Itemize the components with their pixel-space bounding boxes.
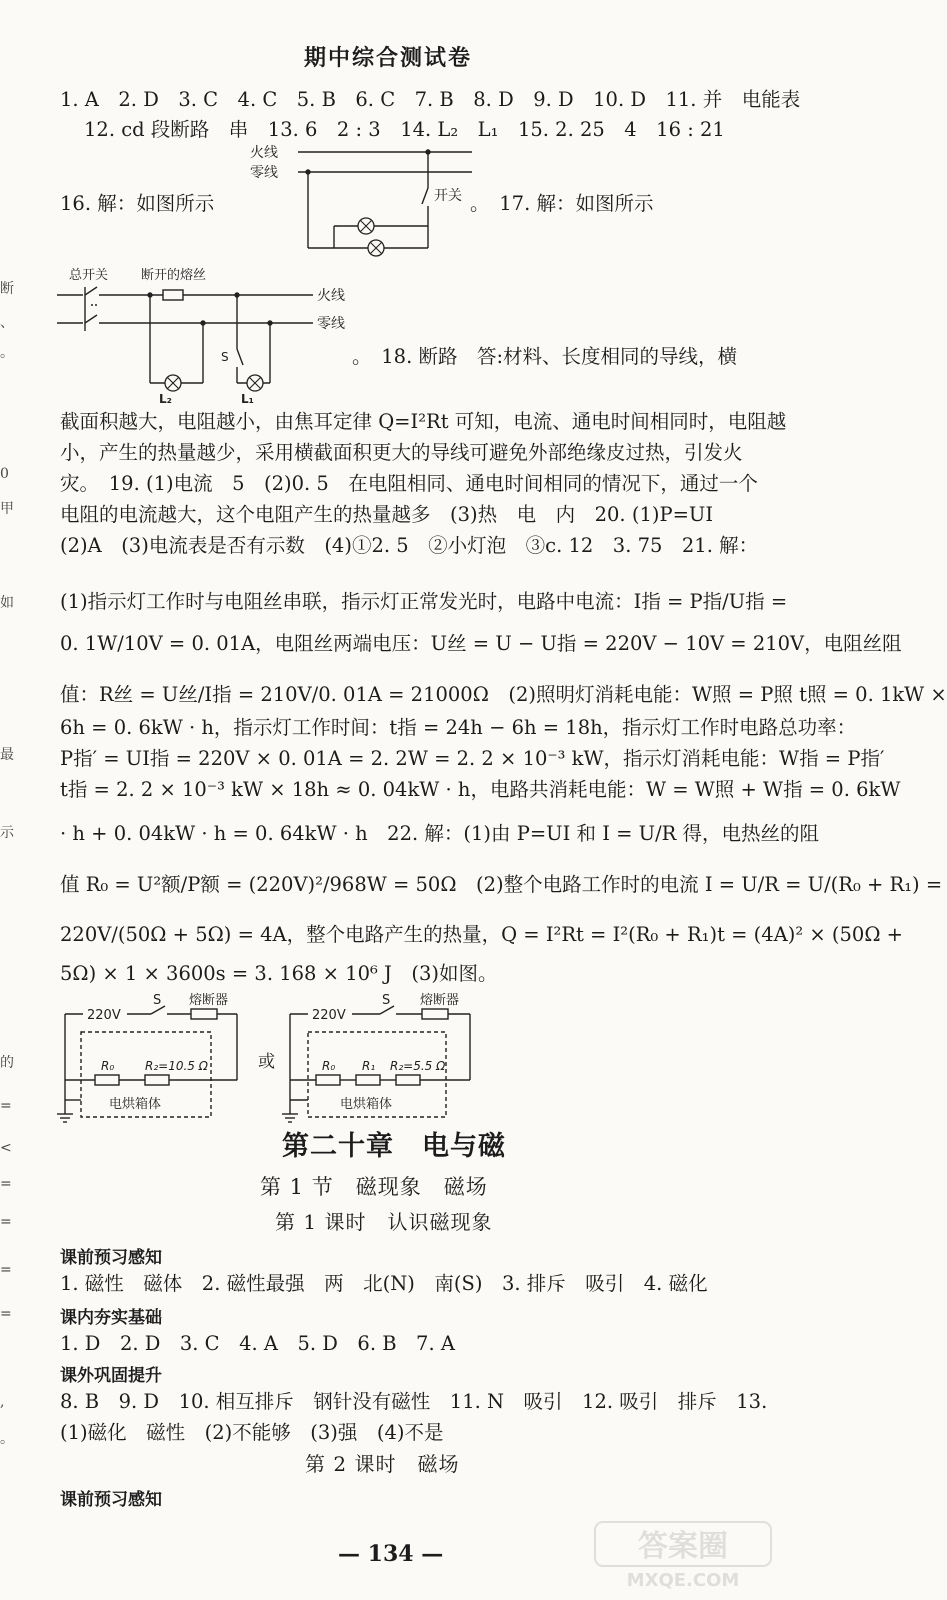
edge-glyph: =	[0, 1262, 12, 1278]
section-heading: 课外巩固提升	[60, 1366, 162, 1386]
section-heading: 课前预习感知	[60, 1248, 162, 1268]
switch-s-label: S	[221, 350, 229, 364]
edge-glyph: 示	[0, 825, 14, 841]
answer-line: 1. A 2. D 3. C 4. C 5. B 6. C 7. B 8. D 9. D 10. D 11. 并 电能表	[60, 88, 801, 111]
svg-text:答案圈: 答案圈	[638, 1529, 728, 1564]
lamp-l1-label: L₁	[241, 392, 254, 406]
r0-label: R₀	[101, 1059, 115, 1073]
answer-line: 1. D 2. D 3. C 4. A 5. D 6. B 7. A	[60, 1332, 455, 1355]
r0-label: R₀	[322, 1059, 336, 1073]
main-switch-label: 总开关	[69, 268, 109, 283]
edge-glyph: 0	[0, 466, 9, 482]
voltage-label: 220V	[312, 1008, 346, 1023]
edge-glyph: =	[0, 1098, 12, 1114]
lesson-title: 第 2 课时 磁场	[305, 1452, 460, 1476]
answer-line: (2)A (3)电流表是否有示数 (4)①2. 5 ②小灯泡 ③c. 12 3. 75 21. 解：	[60, 534, 759, 557]
edge-glyph: 最	[0, 747, 14, 763]
live-wire-label: 火线	[317, 288, 345, 304]
answer-line: 灾。 19. (1)电流 5 (2)0. 5 在电阻相同、通电时间相同的情况下，通过一个	[60, 472, 758, 495]
edge-glyph: 如	[0, 595, 14, 611]
watermark-logo	[593, 1520, 773, 1590]
r2-label: R₂=10.5 Ω	[145, 1059, 208, 1073]
section-title: 第 1 节 磁现象 磁场	[260, 1175, 488, 1199]
section-heading: 课内夯实基础	[60, 1308, 162, 1328]
exam-title: 期中综合测试卷	[304, 45, 473, 71]
r1-label: R₁	[362, 1059, 376, 1073]
answer-line: 值 R₀ = U²额/P额 = (220V)²/968W = 50Ω (2)整个电路工作时的电流 I = U/R = U/(R₀ + R₁) =	[60, 873, 943, 896]
circuit-diagram-22b	[280, 992, 490, 1127]
chapter-title: 第二十章 电与磁	[282, 1131, 506, 1162]
switch-s-label: S	[382, 993, 391, 1008]
edge-glyph: 。	[0, 1431, 14, 1447]
circuit-diagram-17	[55, 265, 355, 405]
answer-line: 12. cd 段断路 串 13. 6 2 : 3 14. L₂ L₁ 15. 2. 25 4 16 : 21	[84, 118, 725, 141]
edge-glyph: ,	[0, 1394, 5, 1410]
oven-box-label: 电烘箱体	[340, 1097, 393, 1112]
edge-glyph: =	[0, 1306, 12, 1322]
switch-label: 开关	[434, 188, 462, 204]
edge-glyph: 的	[0, 1055, 14, 1071]
neutral-wire-label: 零线	[250, 165, 278, 181]
oven-box-label: 电烘箱体	[109, 1097, 162, 1112]
edge-glyph: =	[0, 1176, 12, 1192]
fuse-label: 熔断器	[189, 993, 229, 1008]
section-heading: 课前预习感知	[60, 1490, 162, 1510]
answer-line: 16. 解：如图所示	[60, 192, 215, 215]
fuse-label: 熔断器	[420, 993, 460, 1008]
lamp-l2-label: L₂	[159, 392, 172, 406]
switch-s-label: S	[153, 993, 162, 1008]
answer-line: 8. B 9. D 10. 相互排斥 钢针没有磁性 11. N 吸引 12. 吸引 排斥 13.	[60, 1390, 768, 1413]
blown-fuse-label: 断开的熔丝	[141, 268, 207, 283]
edge-glyph: 、	[0, 315, 14, 331]
answer-line: 值：R丝 = U丝/I指 = 210V/0. 01A = 21000Ω (2)照明灯消耗电能：W照 = P照 t照 = 0. 1kW ×	[60, 683, 947, 706]
answer-line: 电阻的电流越大，这个电阻产生的热量越多 (3)热 电 内 20. (1)P=UI	[60, 503, 714, 526]
answer-line: (1)指示灯工作时与电阻丝串联，指示灯正常发光时，电路中电流：I指 = P指/U指 =	[60, 590, 788, 613]
edge-glyph: 。	[0, 345, 14, 361]
circuit-diagram-16	[250, 140, 480, 265]
answer-line: P指′ = UI指 = 220V × 0. 01A = 2. 2W = 2. 2 × 10⁻³ kW，指示灯消耗电能：W指 = P指′	[60, 747, 885, 770]
answer-line: 。 17. 解：如图所示	[470, 192, 654, 215]
answer-line: (1)磁化 磁性 (2)不能够 (3)强 (4)不是	[60, 1421, 444, 1444]
edge-glyph: <	[0, 1140, 12, 1156]
answer-line: 0. 1W/10V = 0. 01A，电阻丝两端电压：U丝 = U − U指 = 220V − 10V = 210V，电阻丝阻	[60, 632, 902, 655]
page-number: — 134 —	[338, 1541, 444, 1567]
neutral-wire-label: 零线	[317, 316, 345, 332]
live-wire-label: 火线	[250, 145, 278, 161]
svg-text:MXQE.COM: MXQE.COM	[626, 1570, 740, 1591]
answer-line: 6h = 0. 6kW · h，指示灯工作时间：t指 = 24h − 6h = 18h，指示灯工作时电路总功率：	[60, 716, 857, 739]
answer-line: 5Ω) × 1 × 3600s = 3. 168 × 10⁶ J (3)如图。	[60, 962, 498, 985]
circuit-diagram-22a	[55, 992, 255, 1127]
answer-line: · h + 0. 04kW · h = 0. 64kW · h 22. 解：(1)由 P=UI 和 I = U/R 得，电热丝的阻	[60, 822, 820, 845]
voltage-label: 220V	[87, 1008, 121, 1023]
lesson-title: 第 1 课时 认识磁现象	[275, 1210, 493, 1234]
or-label: 或	[258, 1052, 275, 1072]
answer-line: 1. 磁性 磁体 2. 磁性最强 两 北(N) 南(S) 3. 排斥 吸引 4. 磁化	[60, 1272, 708, 1295]
answer-line: 220V/(50Ω + 5Ω) = 4A，整个电路产生的热量，Q = I²Rt = I²(R₀ + R₁)t = (4A)² × (50Ω +	[60, 923, 904, 946]
edge-glyph: 甲	[0, 501, 14, 517]
answer-line: t指 = 2. 2 × 10⁻³ kW × 18h ≈ 0. 04kW · h，电路共消耗电能：W = W照 + W指 = 0. 6kW	[60, 778, 901, 801]
answer-line: 截面积越大，电阻越小，由焦耳定律 Q=I²Rt 可知，电流、通电时间相同时，电阻越	[60, 410, 787, 433]
edge-glyph: 断	[0, 281, 14, 297]
answer-line: 。 18. 断路 答:材料、长度相同的导线，横	[352, 345, 738, 368]
r2-label: R₂=5.5 Ω	[390, 1059, 446, 1073]
edge-glyph: =	[0, 1214, 12, 1230]
answer-line: 小，产生的热量越少，采用横截面积更大的导线可避免外部绝缘皮过热，引发火	[60, 441, 743, 464]
